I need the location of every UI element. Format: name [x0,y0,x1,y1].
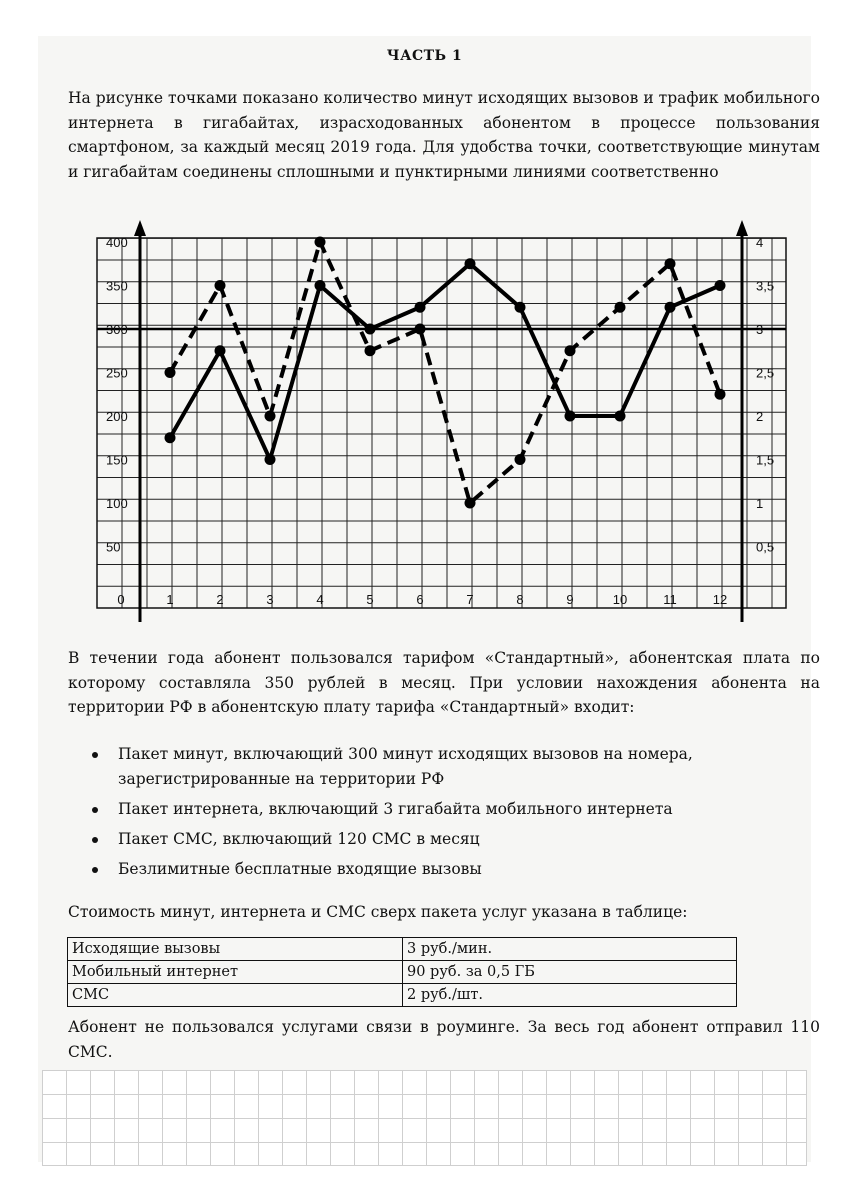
right-tick-label: 0,5 [756,539,775,555]
price-cell: 2 руб./шт. [403,984,737,1007]
data-point-internet_gb [365,345,376,356]
x-tick-label: 7 [466,592,474,607]
data-point-minutes [215,345,226,356]
x-tick-label: 6 [416,592,424,607]
service-cell: Мобильный интернет [68,961,403,984]
table-row [68,961,737,984]
bullet-internet: Пакет интернета, включающий 3 гигабайта мобильного интернета [92,797,792,822]
x-tick-label: 8 [516,592,524,607]
right-tick-label: 4 [756,235,764,250]
data-point-minutes [415,302,426,313]
bullet-sms: Пакет СМС, включающий 120 СМС в месяц [92,827,792,852]
service-cell: СМС [68,984,403,1007]
table-row [68,984,737,1007]
right-tick-label: 2 [756,409,764,424]
left-tick-label: 100 [106,496,128,511]
bullet-incoming-calls: Безлимитные бесплатные входящие вызовы [92,857,792,882]
x-tick-label: 11 [663,592,677,607]
data-point-internet_gb [715,389,726,400]
data-point-minutes [265,454,276,465]
data-point-minutes [615,411,626,422]
table-caption: Стоимость минут, интернета и СМС сверх пакета услуг указана в таблице: [68,903,688,921]
intro-paragraph: На рисунке точками показано количество минут исходящих вызовов и трафик мобильного интернета в гигабайтах, израсходованных абонентом в процессе пользования смартфоном, за каждый месяц 2019 года. Для удобства точки, соответствующие минутам и гигабайтам соединены сплошными и пунктирными линиями соответственно [68,89,820,181]
data-point-minutes [315,280,326,291]
data-point-minutes [665,302,676,313]
right-tick-label: 2,5 [756,365,775,381]
table-row [68,938,737,961]
left-tick-label: 150 [106,452,128,468]
x-origin-label: 0 [117,592,125,607]
x-tick-label: 9 [566,592,574,607]
x-tick-label: 10 [612,592,628,607]
data-point-minutes [465,258,476,269]
right-tick-label: 1,5 [756,452,775,468]
right-tick-label: 3 [756,322,764,337]
part-heading: ЧАСТЬ 1 [386,48,463,64]
data-point-internet_gb [265,411,276,422]
data-point-internet_gb [415,324,426,335]
data-point-minutes [515,302,526,313]
right-axis-arrow [736,220,748,236]
data-point-internet_gb [615,302,626,313]
x-tick-label: 5 [366,592,374,607]
price-cell: 3 руб./мин. [403,938,737,961]
bullet-minutes: Пакет минут, включающий 300 минут исходящих вызовов на номера, зарегистрированные на территории РФ [92,742,792,792]
left-tick-label: 400 [106,235,128,250]
data-point-internet_gb [465,498,476,509]
data-point-minutes [715,280,726,291]
right-tick-label: 3,5 [756,278,775,294]
data-point-internet_gb [515,454,526,465]
data-point-internet_gb [165,367,176,378]
data-point-minutes [165,432,176,443]
tariff-paragraph: В течении года абонент пользовался тарифом «Стандартный», абонентская плата по которому составляла 350 рублей в месяц. При условии нахождения абонента на территории РФ в абонентскую плату тарифа «Стандартный» входит: [68,649,820,716]
data-point-internet_gb [215,280,226,291]
data-point-minutes [565,411,576,422]
series-line-internet_gb [170,242,720,503]
left-tick-label: 300 [106,322,128,337]
data-point-internet_gb [315,237,326,248]
x-tick-label: 12 [712,592,728,607]
data-point-internet_gb [565,345,576,356]
closing-paragraph: Абонент не пользовался услугами связи в роуминге. За весь год абонент отправил 110 СМС. [68,1018,820,1061]
tariff-bullet-list [92,742,792,887]
left-tick-label: 350 [106,278,128,294]
left-tick-label: 50 [106,539,121,555]
service-cell: Исходящие вызовы [68,938,403,961]
answer-grid [42,1070,807,1166]
x-tick-label: 2 [216,592,224,607]
left-axis-arrow [134,220,146,236]
price-cell: 90 руб. за 0,5 ГБ [403,961,737,984]
price-table [67,937,737,1007]
x-tick-label: 4 [316,592,324,607]
data-point-internet_gb [665,258,676,269]
x-tick-label: 1 [166,592,174,607]
left-tick-label: 250 [106,365,128,381]
x-tick-label: 3 [266,592,274,607]
left-tick-label: 200 [106,409,128,424]
data-point-minutes [365,324,376,335]
right-tick-label: 1 [756,496,764,511]
